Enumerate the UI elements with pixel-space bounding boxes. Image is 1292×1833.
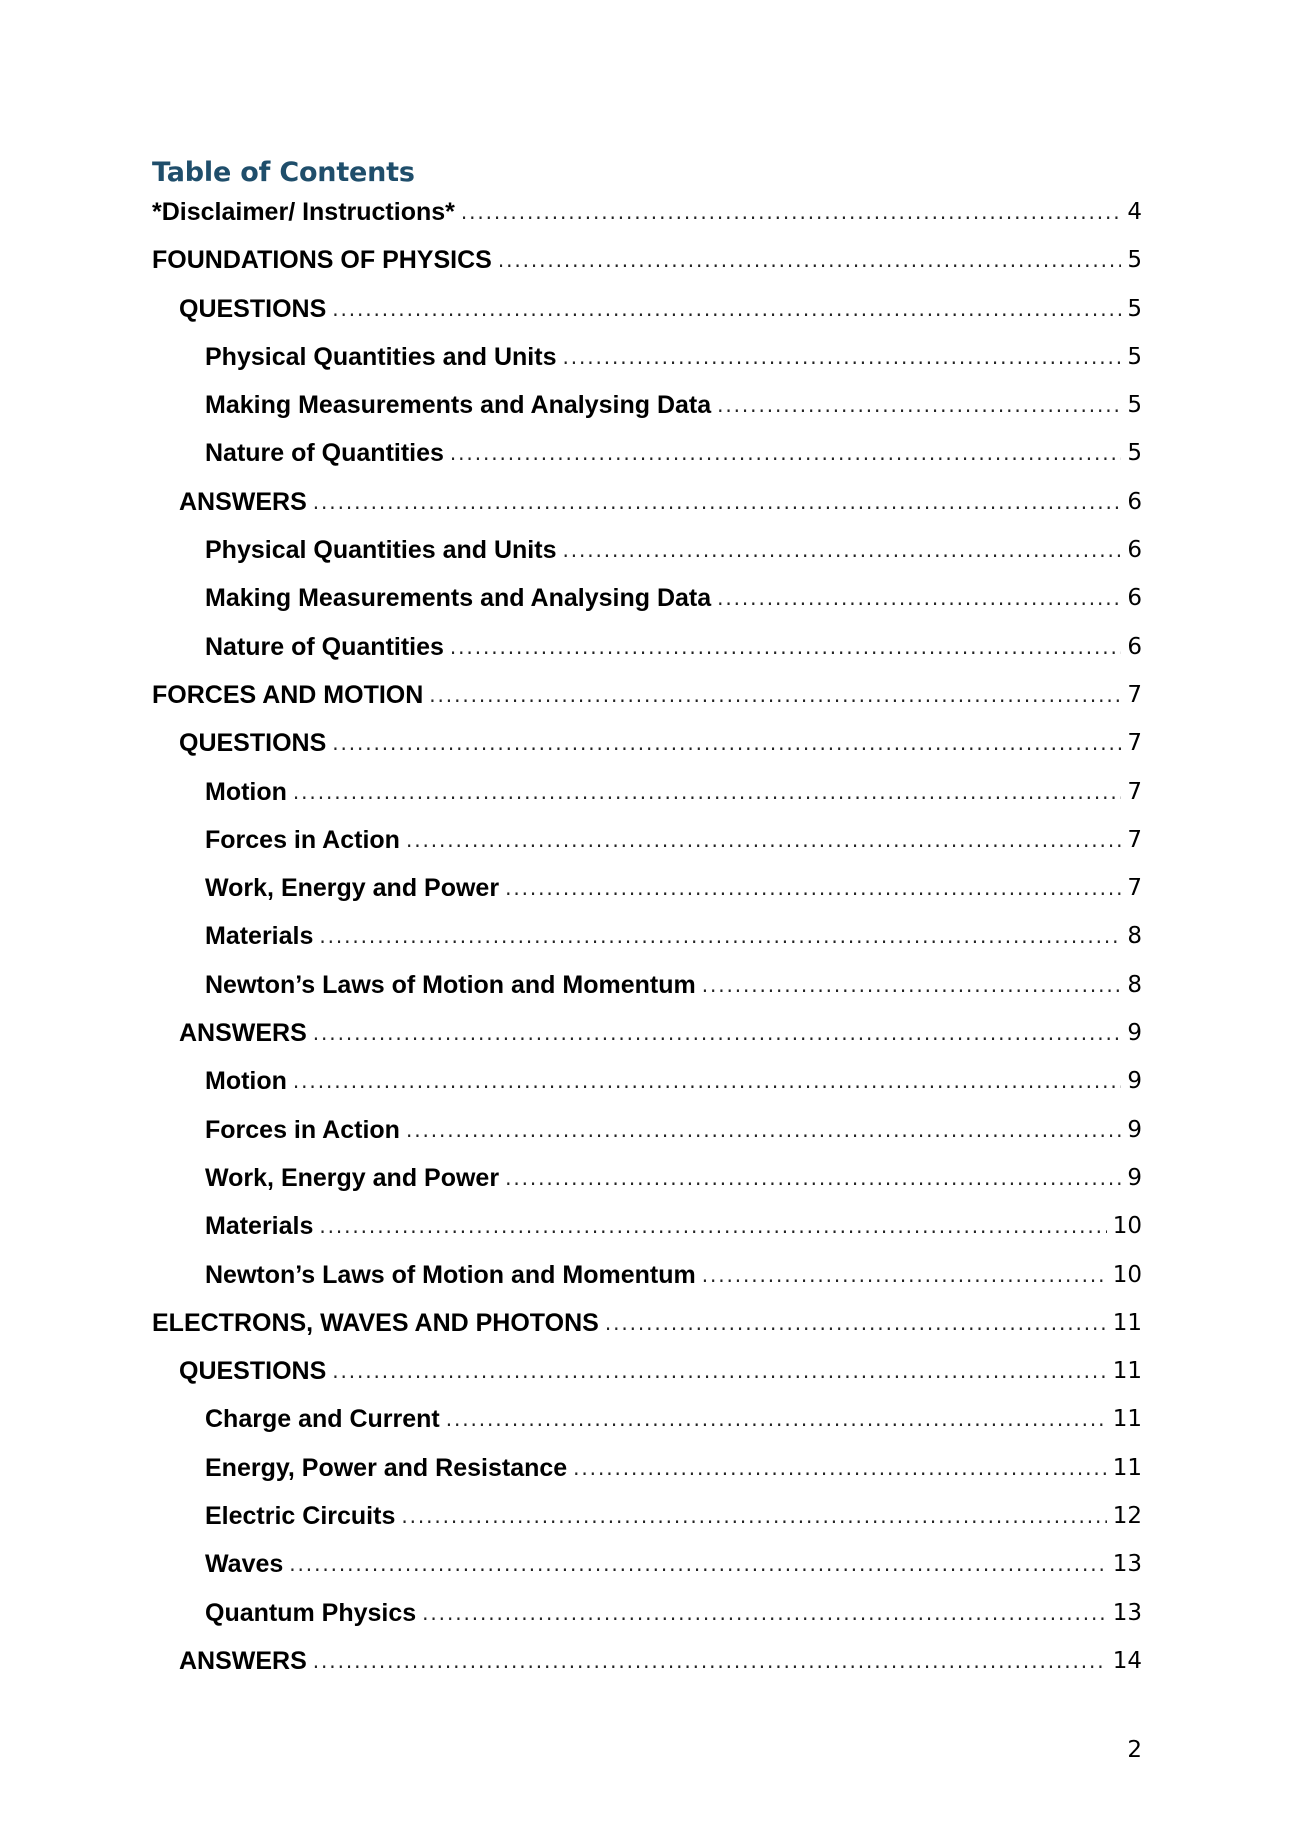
toc-entry-label: Newton’s Laws of Motion and Momentum bbox=[205, 1260, 696, 1289]
toc-dot-leader bbox=[461, 195, 1121, 229]
toc-entry-page: 7 bbox=[1127, 730, 1142, 757]
toc-dot-leader bbox=[450, 630, 1121, 664]
toc-entry-label: Forces in Action bbox=[205, 1115, 400, 1144]
toc-dot-leader bbox=[605, 1306, 1107, 1340]
toc-entry-page: 7 bbox=[1127, 826, 1142, 853]
toc-entry-4[interactable] bbox=[152, 340, 1142, 388]
toc-entry-page: 6 bbox=[1127, 633, 1142, 660]
toc-entry-label: Work, Energy and Power bbox=[205, 1163, 500, 1192]
toc-entry-page: 9 bbox=[1127, 1164, 1142, 1191]
toc-entry-page: 5 bbox=[1127, 343, 1142, 370]
toc-dot-leader bbox=[332, 292, 1121, 326]
toc-entry-page: 7 bbox=[1127, 875, 1142, 902]
toc-entry-label: ELECTRONS, WAVES AND PHOTONS bbox=[152, 1308, 599, 1337]
toc-dot-leader bbox=[702, 1258, 1107, 1292]
toc-entry-page: 13 bbox=[1112, 1551, 1142, 1578]
toc-entry-label: Materials bbox=[205, 1212, 314, 1241]
toc-entry-page: 10 bbox=[1112, 1213, 1142, 1240]
toc-dot-leader bbox=[313, 485, 1122, 519]
toc-entry-23[interactable] bbox=[152, 1258, 1142, 1306]
toc-entry-page: 12 bbox=[1112, 1503, 1142, 1530]
toc-entry-page: 11 bbox=[1112, 1309, 1142, 1336]
toc-dot-leader bbox=[498, 243, 1122, 277]
toc-dot-leader bbox=[406, 823, 1121, 857]
toc-entry-5[interactable] bbox=[152, 388, 1142, 436]
toc-entry-label: Quantum Physics bbox=[205, 1598, 417, 1627]
toc-entry-label: Electric Circuits bbox=[205, 1502, 396, 1531]
toc-entry-page: 9 bbox=[1127, 1068, 1142, 1095]
toc-dot-leader bbox=[450, 436, 1121, 470]
toc-dot-leader bbox=[562, 533, 1121, 567]
toc-entry-page: 11 bbox=[1112, 1358, 1142, 1385]
toc-entry-label: Making Measurements and Analysing Data bbox=[205, 391, 712, 420]
toc-entry-label: QUESTIONS bbox=[179, 294, 327, 323]
toc-dot-leader bbox=[313, 1016, 1122, 1050]
toc-entry-26[interactable] bbox=[152, 1402, 1142, 1450]
table-of-contents bbox=[152, 195, 1142, 1692]
toc-entry-label: QUESTIONS bbox=[179, 729, 327, 758]
toc-entry-label: ANSWERS bbox=[179, 1019, 307, 1048]
toc-entry-page: 5 bbox=[1127, 392, 1142, 419]
toc-entry-page: 5 bbox=[1127, 295, 1142, 322]
toc-entry-page: 4 bbox=[1127, 199, 1142, 225]
toc-entry-label: Nature of Quantities bbox=[205, 439, 444, 468]
toc-dot-leader bbox=[573, 1451, 1107, 1485]
toc-entry-label: Nature of Quantities bbox=[205, 632, 444, 661]
toc-entry-label: Physical Quantities and Units bbox=[205, 342, 557, 371]
toc-entry-18[interactable] bbox=[152, 1016, 1142, 1064]
toc-entry-3[interactable] bbox=[152, 292, 1142, 340]
toc-dot-leader bbox=[319, 919, 1121, 953]
toc-dot-leader bbox=[293, 775, 1121, 809]
toc-entry-page: 7 bbox=[1127, 681, 1142, 708]
toc-entry-16[interactable] bbox=[152, 919, 1142, 967]
toc-dot-leader bbox=[505, 871, 1121, 905]
toc-dot-leader bbox=[505, 1161, 1121, 1195]
toc-entry-2[interactable] bbox=[152, 243, 1142, 291]
toc-entry-21[interactable] bbox=[152, 1161, 1142, 1209]
toc-entry-label: Energy, Power and Resistance bbox=[205, 1453, 568, 1482]
toc-entry-page: 7 bbox=[1127, 778, 1142, 805]
toc-dot-leader bbox=[406, 1113, 1121, 1147]
toc-dot-leader bbox=[422, 1596, 1107, 1630]
toc-entry-14[interactable] bbox=[152, 823, 1142, 871]
toc-entry-24[interactable] bbox=[152, 1306, 1142, 1354]
toc-entry-9[interactable] bbox=[152, 581, 1142, 629]
toc-entry-page: 14 bbox=[1112, 1647, 1142, 1674]
toc-entry-page: 11 bbox=[1112, 1454, 1142, 1481]
toc-entry-17[interactable] bbox=[152, 968, 1142, 1016]
toc-entry-28[interactable] bbox=[152, 1499, 1142, 1547]
toc-entry-page: 5 bbox=[1127, 440, 1142, 467]
toc-dot-leader bbox=[313, 1644, 1107, 1678]
toc-dot-leader bbox=[289, 1547, 1106, 1581]
toc-entry-10[interactable] bbox=[152, 630, 1142, 678]
toc-entry-page: 9 bbox=[1127, 1020, 1142, 1047]
toc-entry-page: 6 bbox=[1127, 488, 1142, 515]
toc-entry-27[interactable] bbox=[152, 1451, 1142, 1499]
toc-entry-page: 6 bbox=[1127, 585, 1142, 612]
toc-entry-label: Work, Energy and Power bbox=[205, 874, 500, 903]
toc-entry-1[interactable] bbox=[152, 195, 1142, 243]
toc-entry-13[interactable] bbox=[152, 775, 1142, 823]
toc-entry-label: Motion bbox=[205, 1067, 287, 1096]
toc-entry-label: *Disclaimer/ Instructions* bbox=[152, 198, 455, 226]
toc-entry-page: 6 bbox=[1127, 537, 1142, 564]
toc-entry-label: Materials bbox=[205, 922, 314, 951]
toc-entry-label: ANSWERS bbox=[179, 487, 307, 516]
toc-dot-leader bbox=[429, 678, 1121, 712]
toc-entry-8[interactable] bbox=[152, 533, 1142, 581]
toc-dot-leader bbox=[401, 1499, 1106, 1533]
toc-entry-label: Newton’s Laws of Motion and Momentum bbox=[205, 970, 696, 999]
toc-entry-page: 9 bbox=[1127, 1116, 1142, 1143]
toc-entry-7[interactable] bbox=[152, 485, 1142, 533]
toc-entry-page: 13 bbox=[1112, 1599, 1142, 1626]
toc-entry-6[interactable] bbox=[152, 436, 1142, 484]
toc-dot-leader bbox=[332, 1354, 1106, 1388]
toc-dot-leader bbox=[717, 388, 1121, 422]
toc-entry-label: FOUNDATIONS OF PHYSICS bbox=[152, 246, 492, 275]
toc-entry-page: 8 bbox=[1127, 923, 1142, 950]
toc-entry-label: Motion bbox=[205, 777, 287, 806]
toc-dot-leader bbox=[446, 1402, 1107, 1436]
toc-entry-25[interactable] bbox=[152, 1354, 1142, 1402]
toc-entry-11[interactable] bbox=[152, 678, 1142, 726]
toc-entry-label: ANSWERS bbox=[179, 1646, 307, 1675]
toc-dot-leader bbox=[332, 726, 1121, 760]
toc-entry-label: Making Measurements and Analysing Data bbox=[205, 584, 712, 613]
toc-entry-31[interactable] bbox=[152, 1644, 1142, 1692]
toc-dot-leader bbox=[702, 968, 1122, 1002]
toc-entry-label: Forces in Action bbox=[205, 825, 400, 854]
toc-entry-19[interactable] bbox=[152, 1064, 1142, 1112]
toc-entry-20[interactable] bbox=[152, 1113, 1142, 1161]
toc-dot-leader bbox=[293, 1064, 1121, 1098]
toc-entry-page: 10 bbox=[1112, 1261, 1142, 1288]
toc-entry-15[interactable] bbox=[152, 871, 1142, 919]
toc-entry-29[interactable] bbox=[152, 1547, 1142, 1595]
toc-entry-30[interactable] bbox=[152, 1596, 1142, 1644]
toc-entry-label: QUESTIONS bbox=[179, 1357, 327, 1386]
toc-entry-page: 8 bbox=[1127, 971, 1142, 998]
toc-entry-page: 11 bbox=[1112, 1406, 1142, 1433]
toc-dot-leader bbox=[562, 340, 1121, 374]
toc-title: Table of Contents bbox=[152, 157, 415, 188]
toc-entry-label: Charge and Current bbox=[205, 1405, 440, 1434]
toc-dot-leader bbox=[319, 1209, 1106, 1243]
toc-entry-label: FORCES AND MOTION bbox=[152, 680, 424, 709]
toc-entry-22[interactable] bbox=[152, 1209, 1142, 1257]
toc-entry-page: 5 bbox=[1127, 247, 1142, 274]
page-number: 2 bbox=[1127, 1737, 1142, 1763]
toc-entry-label: Physical Quantities and Units bbox=[205, 536, 557, 565]
toc-dot-leader bbox=[717, 581, 1121, 615]
toc-entry-label: Waves bbox=[205, 1550, 284, 1579]
toc-entry-12[interactable] bbox=[152, 726, 1142, 774]
